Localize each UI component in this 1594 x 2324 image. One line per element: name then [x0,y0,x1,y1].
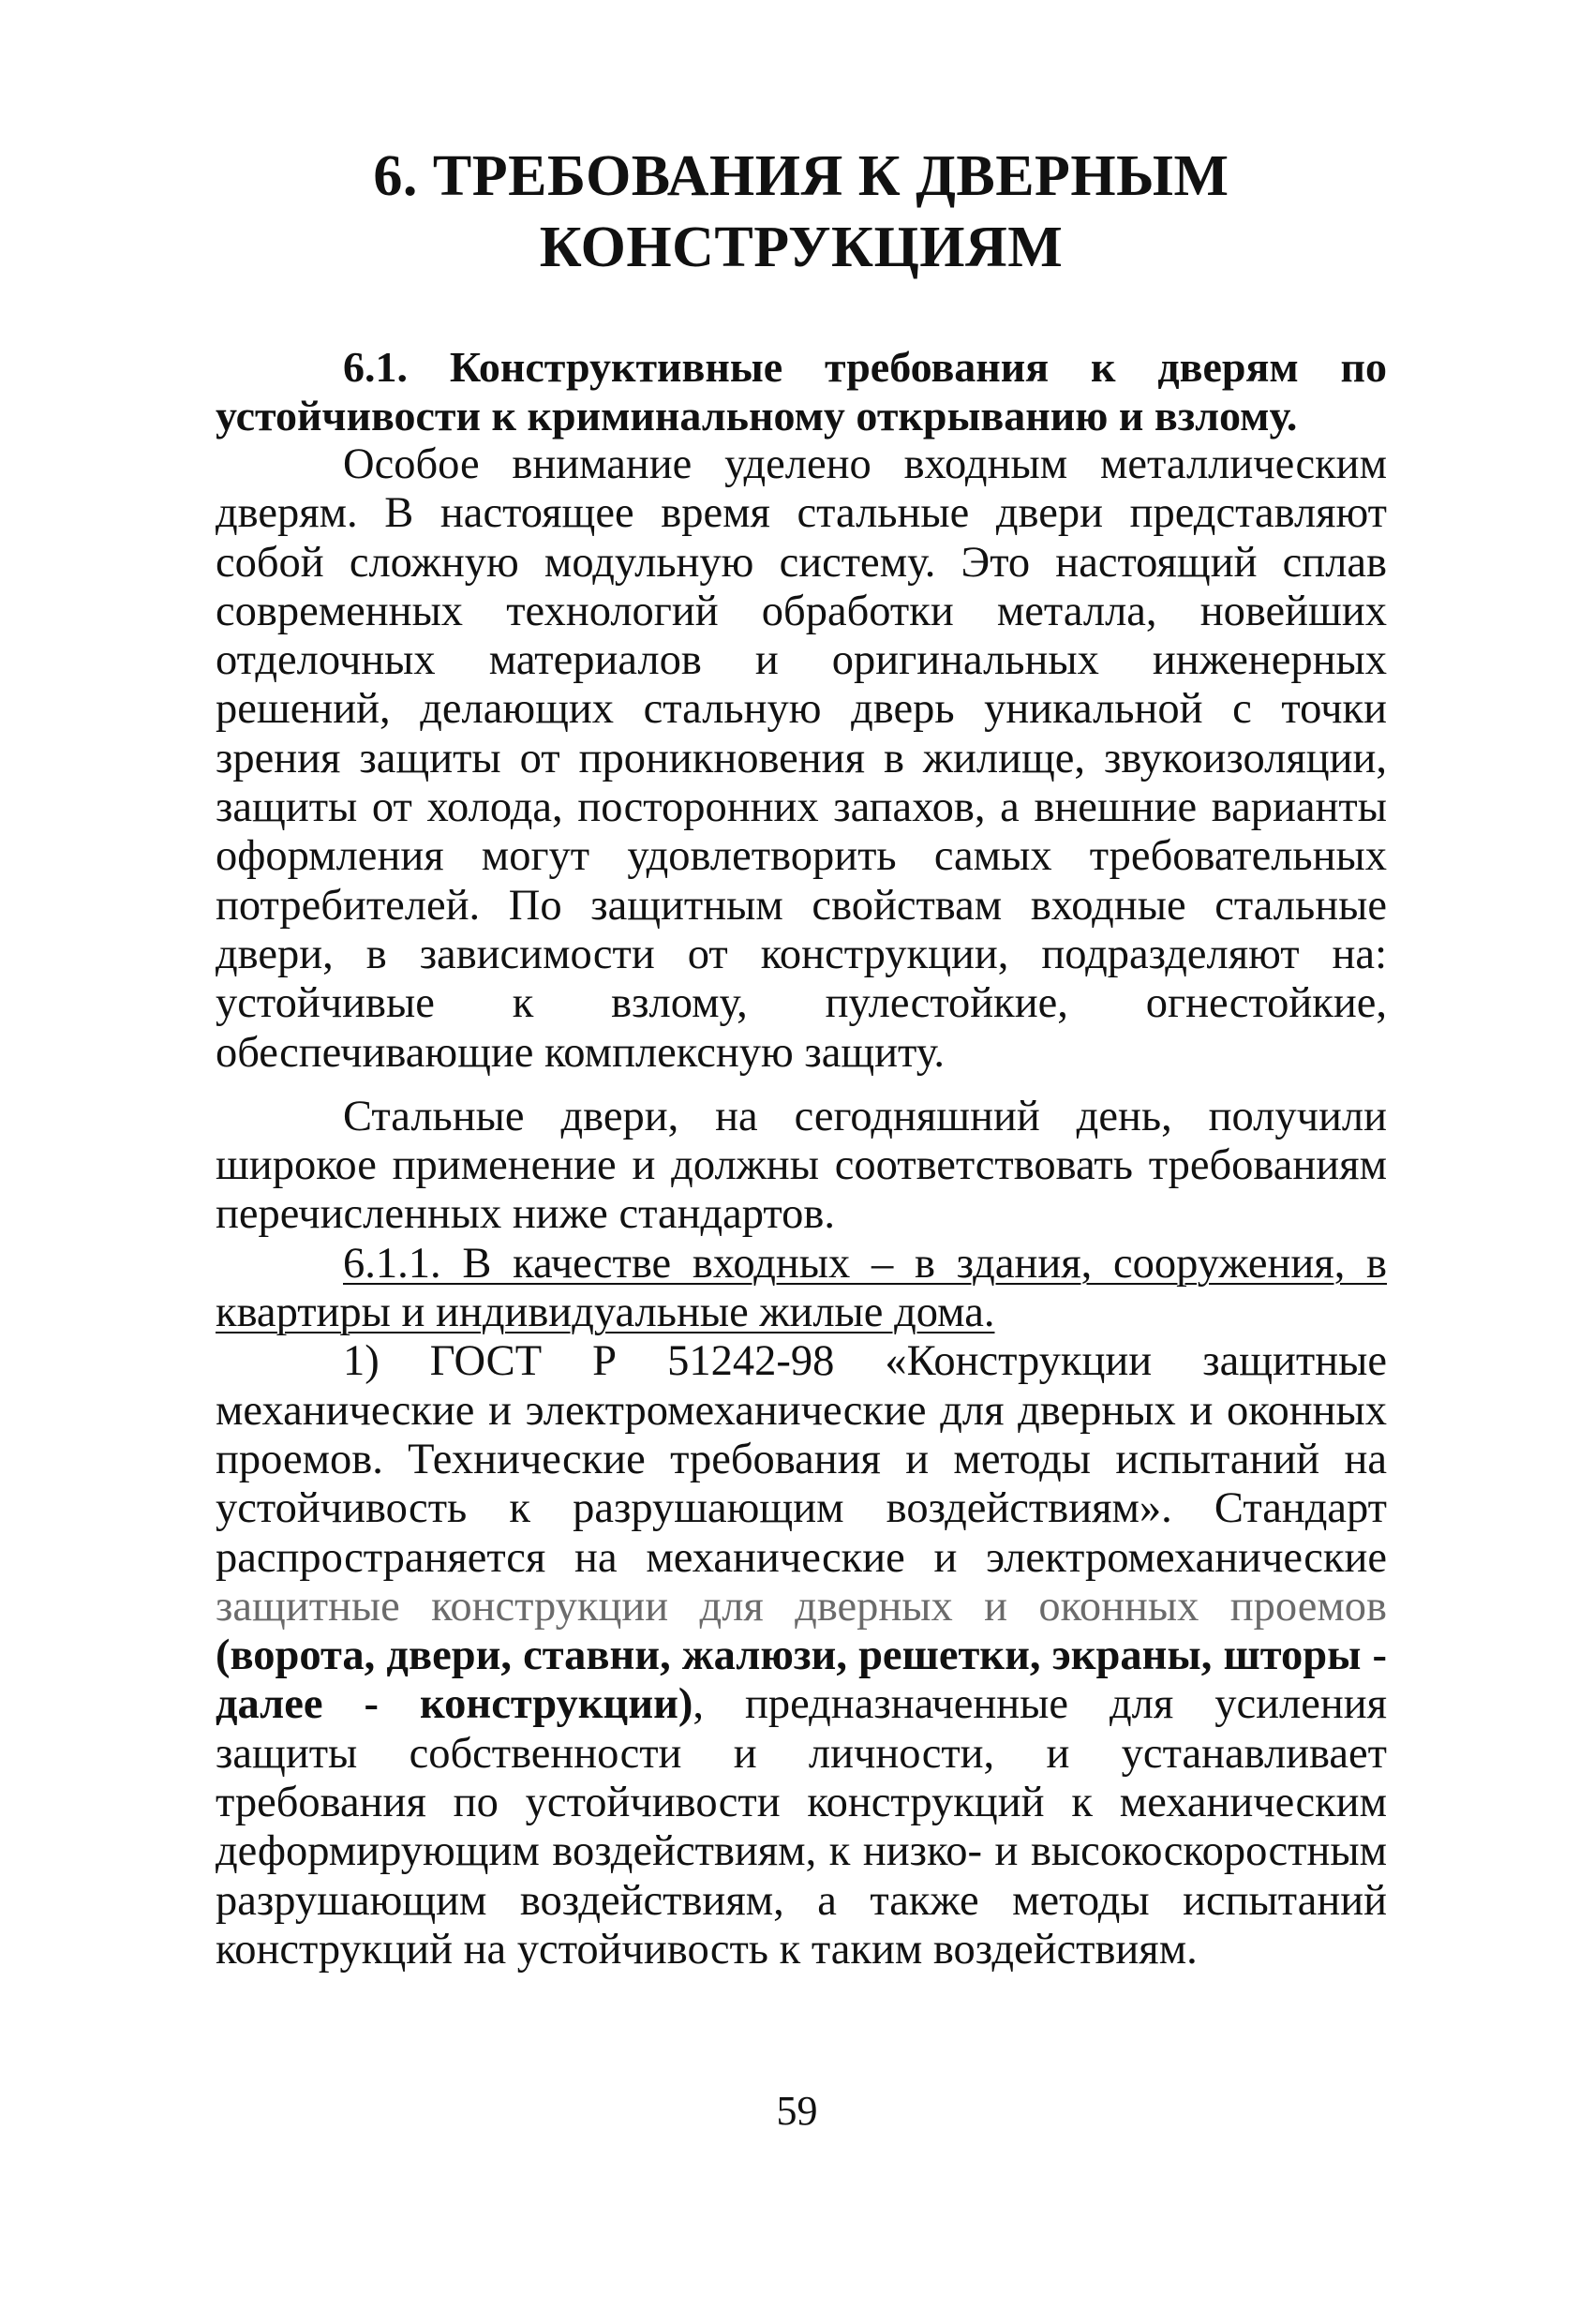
chapter-title-line1: 6. ТРЕБОВАНИЯ К ДВЕРНЫМ [373,144,1229,208]
paragraph-doors-overview: Особое внимание уделено входным металлическим дверям. В настоящее время стальные двери представляют собой сложную модульную систему. Это настоящий сплав современных технологий обработки металла, новейших отделочных материалов и оригинальных инженерных решений, делающих стальную дверь уникальной с точки зрения защиты от проникновения в жилище, звукоизоляции, защиты от холода, посторонних запахов, а внешние варианты оформления могут удовлетворить самых требовательных потребителей. По защитным свойствам входные стальные двери, в зависимости от конструкции, подразделяют на: устойчивые к взлому, пулестойкие, огнестойкие, обеспечивающие комплексную защиту. [216,440,1387,1077]
paragraph-standards-intro: Стальные двери, на сегодняшний день, получили широкое применение и должны соответствовать требованиям перечисленных ниже стандартов. [216,1092,1387,1239]
chapter-title [216,141,1387,283]
section-heading: 6.1. Конструктивные требования к дверям по устойчивости к криминальному открыванию и взлому. [216,343,1387,439]
gost-item-bold-text: (ворота, двери, ставни, жалюзи, решетки, экраны, шторы - далее - конструкции) [216,1631,1387,1729]
gost-item-text-end: , предназначенные для усиления защиты собственности и личности, и устанавливает требования по устойчивости конструкций к механическим деформирующим воздействиям, к низко- и высокоскоростным разрушающим воздействиям, а также методы испытаний конструкций на устойчивость к таким воздействиям. [216,1680,1387,1974]
chapter-title-line2: КОНСТРУКЦИЯМ [539,216,1064,279]
page-number: 59 [776,2088,818,2134]
page-text-block [216,141,1387,1974]
gost-item-text-start: 1) ГОСТ Р 51242-98 «Конструкции защитные механические и электромеханические для дверных и оконных проемов. Технические требования и методы испытаний на устойчивость к разрушающим воздействиям». Стандарт распространяется на механические и электромеханические [216,1337,1387,1582]
paragraph-gost-item [216,1337,1387,1974]
subsection-heading-text: 6.1.1. В качестве входных – в здания, сооружения, в квартиры и индивидуальные жилые дома. [216,1239,1387,1337]
gost-item-faded-text: защитные конструкции для дверных и оконных проемов [216,1582,1387,1631]
subsection-heading [216,1240,1387,1338]
